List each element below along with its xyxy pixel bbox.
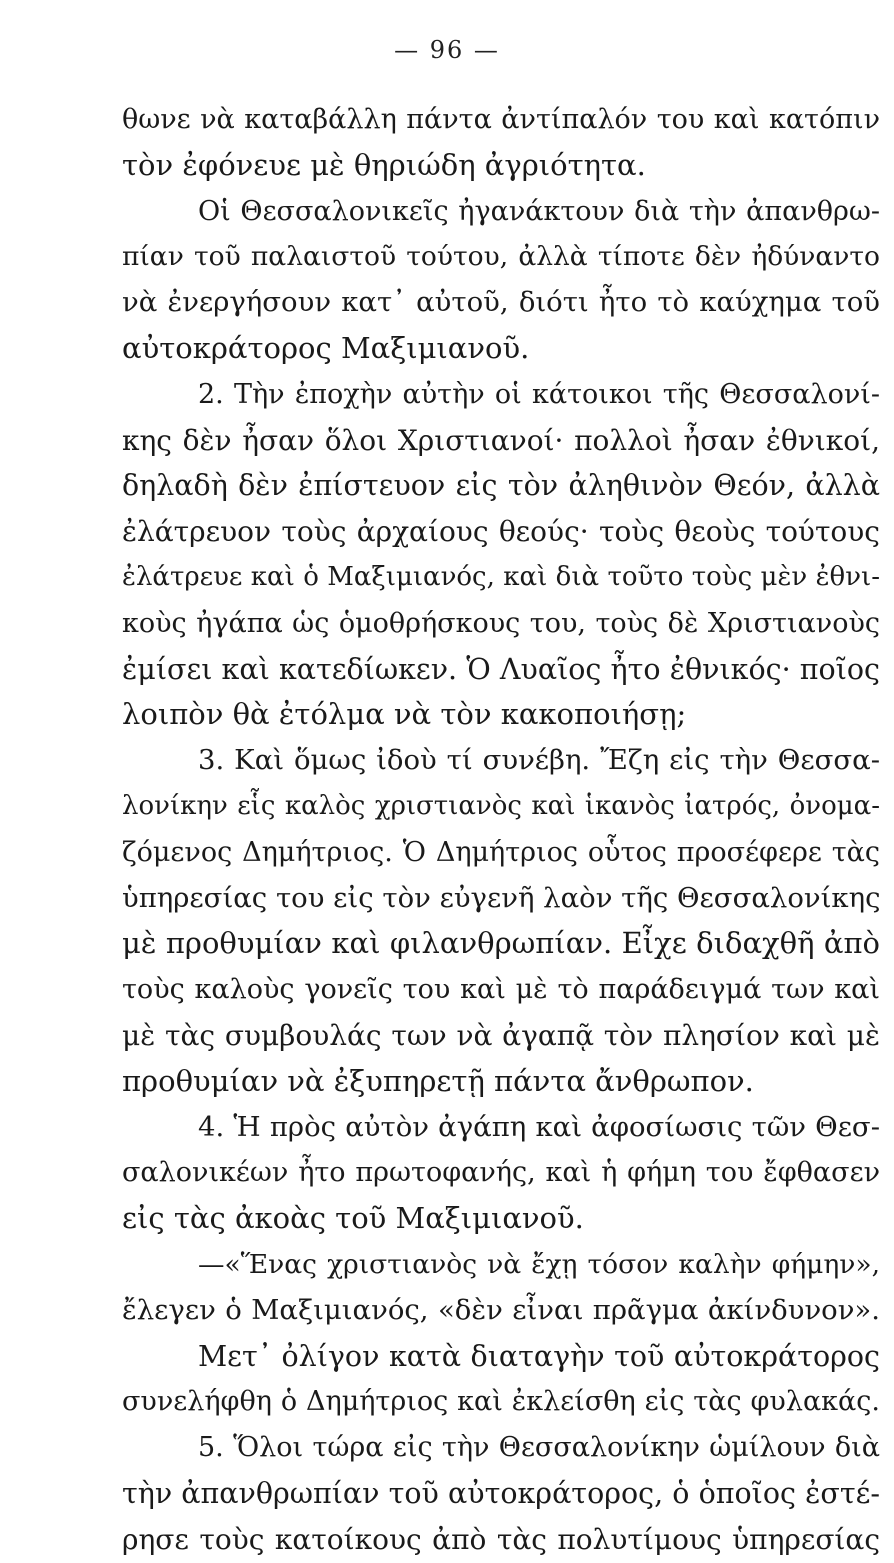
- text-line: δηλαδὴ δὲν ἐπίστευον εἰς τὸν ἀληθινὸν Θεόν, ἀλλὰ: [122, 469, 880, 503]
- text-line: εἰς τὰς ἀκοὰς τοῦ Μαξιμιανοῦ.: [122, 1201, 584, 1236]
- page-number: — 96 —: [394, 36, 500, 64]
- text-line: λοιπὸν θὰ ἐτόλμα νὰ τὸν κακοποιήσῃ;: [122, 697, 687, 732]
- text-line: λονίκην εἷς καλὸς χριστιανὸς καὶ ἱκανὸς ἰατρός, ὀνομα-: [122, 790, 880, 821]
- text-line: ἐλάτρευον τοὺς ἀρχαίους θεούς· τοὺς θεοὺς τούτους: [122, 515, 880, 549]
- text-line: προθυμίαν νὰ ἐξυπηρετῇ πάντα ἄνθρωπον.: [122, 1063, 754, 1098]
- text-line: 3. Καὶ ὅμως ἰδοὺ τί συνέβη. Ἔζη εἰς τὴν Θεσσα-: [198, 744, 880, 777]
- text-line: 2. Τὴν ἐποχὴν αὐτὴν οἱ κάτοικοι τῆς Θεσσαλονί-: [198, 378, 880, 410]
- text-line: αὐτοκράτορος Μαξιμιανοῦ.: [122, 330, 530, 365]
- text-line: τὸν ἐφόνευε μὲ θηριώδη ἀγριότητα.: [122, 147, 646, 182]
- text-line: —«Ἕνας χριστιανὸς νὰ ἔχῃ τόσον καλὴν φήμην»,: [198, 1248, 880, 1280]
- text-line: ἐλάτρευε καὶ ὁ Μαξιμιανός, καὶ διὰ τοῦτο τοὺς μὲν ἐθνι-: [122, 561, 880, 592]
- text-line: Μετ᾽ ὀλίγον κατὰ διαταγὴν τοῦ αὐτοκράτορος: [198, 1339, 880, 1373]
- text-line: τοὺς καλοὺς γονεῖς του καὶ μὲ τὸ παράδειγμά των καὶ: [122, 974, 880, 1006]
- text-line: μὲ προθυμίαν καὶ φιλανθρωπίαν. Εἶχε διδαχθῆ ἀπὸ: [122, 926, 880, 961]
- text-line: ὑπηρεσίας του εἰς τὸν εὐγενῆ λαὸν τῆς Θεσσαλονίκης: [122, 881, 880, 914]
- body-text: [122, 97, 880, 1563]
- text-line: 4. Ἡ πρὸς αὐτὸν ἀγάπη καὶ ἀφοσίωσις τῶν Θεσ-: [198, 1110, 880, 1143]
- text-line: 5. Ὅλοι τώρα εἰς τὴν Θεσσαλονίκην ὡμίλουν διὰ: [198, 1432, 880, 1464]
- text-line: μὲ τὰς συμβουλάς των νὰ ἀγαπᾷ τὸν πλησίον καὶ μὲ: [122, 1018, 880, 1052]
- text-line: τὴν ἀπανθρωπίαν τοῦ αὐτοκράτορος, ὁ ὁποῖος ἐστέ-: [122, 1476, 880, 1510]
- text-line: ἐμίσει καὶ κατεδίωκεν. Ὁ Λυαῖος ἦτο ἐθνικός· ποῖος: [122, 652, 880, 686]
- text-line: πίαν τοῦ παλαιστοῦ τούτου, ἀλλὰ τίποτε δὲν ἠδύναντο: [122, 241, 880, 273]
- text-line: ἔλεγεν ὁ Μαξιμιανός, «δὲν εἶναι πρᾶγμα ἀκίνδυνον».: [122, 1293, 880, 1326]
- text-line: Οἱ Θεσσαλονικεῖς ἠγανάκτουν διὰ τὴν ἀπανθρω-: [198, 195, 880, 227]
- text-line: ρησε τοὺς κατοίκους ἀπὸ τὰς πολυτίμους ὑπηρεσίας: [122, 1522, 880, 1556]
- text-line: συνελήφθη ὁ Δημήτριος καὶ ἐκλείσθη εἰς τὰς φυλακάς.: [122, 1386, 880, 1418]
- text-line: κης δὲν ἦσαν ὅλοι Χριστιανοί· πολλοὶ ἦσαν ἐθνικοί,: [122, 423, 880, 457]
- text-line: σαλονικέων ἦτο πρωτοφανής, καὶ ἡ φήμη του ἔφθασεν: [122, 1157, 880, 1189]
- text-line: νὰ ἐνεργήσουν κατ᾽ αὐτοῦ, διότι ἦτο τὸ καύχημα τοῦ: [122, 286, 880, 319]
- text-line: κοὺς ἠγάπα ὡς ὁμοθρήσκους του, τοὺς δὲ Χριστιανοὺς: [122, 607, 880, 639]
- text-line: ζόμενος Δημήτριος. Ὁ Δημήτριος οὗτος προσέφερε τὰς: [122, 836, 880, 868]
- text-line: θωνε νὰ καταβάλλη πάντα ἀντίπαλόν του καὶ κατόπιν: [122, 104, 880, 135]
